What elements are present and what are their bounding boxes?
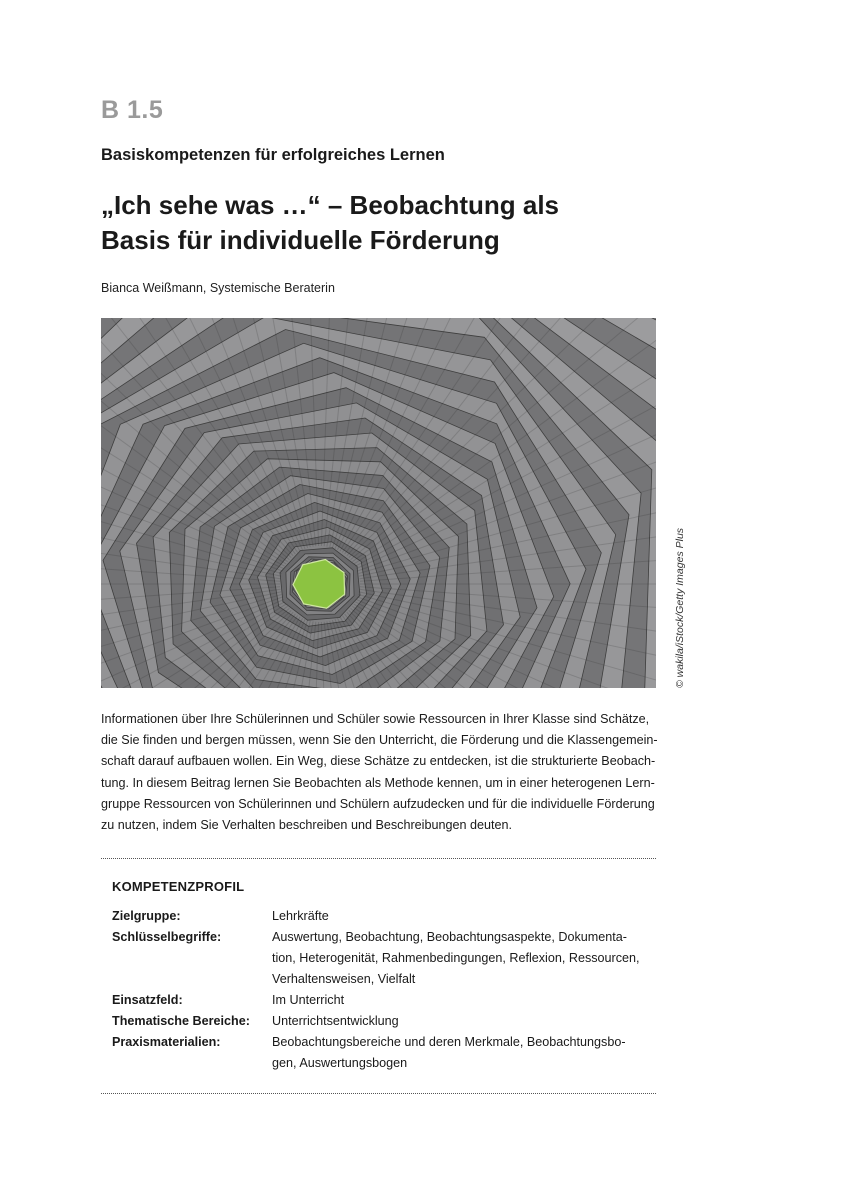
- intro-line: Informationen über Ihre Schülerinnen und Schüler sowie Ressourcen in Ihrer Klasse sind Schätze,: [101, 712, 650, 726]
- title-line-1: „Ich sehe was …“ – Beobachtung als: [101, 190, 560, 220]
- profile-value-line: Verhaltensweisen, Vielfalt: [272, 972, 416, 986]
- profile-value: [272, 927, 652, 990]
- intro-line: die Sie finden und bergen müssen, wenn Sie den Unterricht, die Förderung und die Klassengemein-: [101, 733, 658, 748]
- profile-value-line: gen, Auswertungsbogen: [272, 1056, 408, 1070]
- profile-value-line: Beobachtungsbereiche und deren Merkmale, Beobachtungsbo-: [272, 1035, 626, 1049]
- author-line: Bianca Weißmann, Systemische Beraterin: [101, 281, 335, 295]
- profile-label: Praxismaterialien:: [112, 1035, 221, 1049]
- profile-label: Zielgruppe:: [112, 909, 181, 923]
- tunnel-illustration: [101, 318, 656, 688]
- profile-value: [272, 990, 652, 1011]
- profile-value-line: Auswertung, Beobachtung, Beobachtungsaspekte, Dokumenta-: [272, 930, 627, 944]
- title-line-2: Basis für individuelle Förderung: [101, 225, 500, 255]
- wooden-tunnel-photo: [101, 318, 656, 688]
- photo-credit: © wakila/iStock/Getty Images Plus: [674, 527, 686, 688]
- profile-value-line: Unterrichtsentwicklung: [272, 1014, 399, 1028]
- article-title: [101, 188, 661, 258]
- divider-top: [101, 858, 656, 859]
- profile-label: Schlüsselbegriffe:: [112, 930, 222, 944]
- profile-value: [272, 906, 652, 927]
- intro-line: schaft darauf aufbauen wollen. Ein Weg, diese Schätze zu entdecken, ist die strukturierte Beobach-: [101, 754, 656, 769]
- profile-value-line: Im Unterricht: [272, 993, 345, 1007]
- divider-bottom: [101, 1093, 656, 1094]
- section-code: B 1.5: [101, 96, 164, 124]
- profile-value-line: Lehrkräfte: [272, 909, 329, 923]
- intro-paragraph: [101, 709, 659, 836]
- intro-line: gruppe Ressourcen von Schülerinnen und Schülern aufzudecken und für die individuelle Förderung: [101, 796, 655, 811]
- profile-label: Thematische Bereiche:: [112, 1014, 250, 1028]
- intro-line: tung. In diesem Beitrag lernen Sie Beobachten als Methode kennen, um in einer heterogenen Lern-: [101, 775, 655, 790]
- competence-profile-heading: KOMPETENZPROFIL: [112, 879, 245, 894]
- profile-label: Einsatzfeld:: [112, 993, 183, 1007]
- profile-value-line: tion, Heterogenität, Rahmenbedingungen, Reflexion, Ressourcen,: [272, 951, 640, 965]
- profile-value: [272, 1032, 652, 1074]
- profile-value: [272, 1011, 652, 1032]
- intro-line: zu nutzen, indem Sie Verhalten beschreiben und Beschreibungen deuten.: [101, 818, 512, 833]
- series-title: Basiskompetenzen für erfolgreiches Lernen: [101, 146, 445, 164]
